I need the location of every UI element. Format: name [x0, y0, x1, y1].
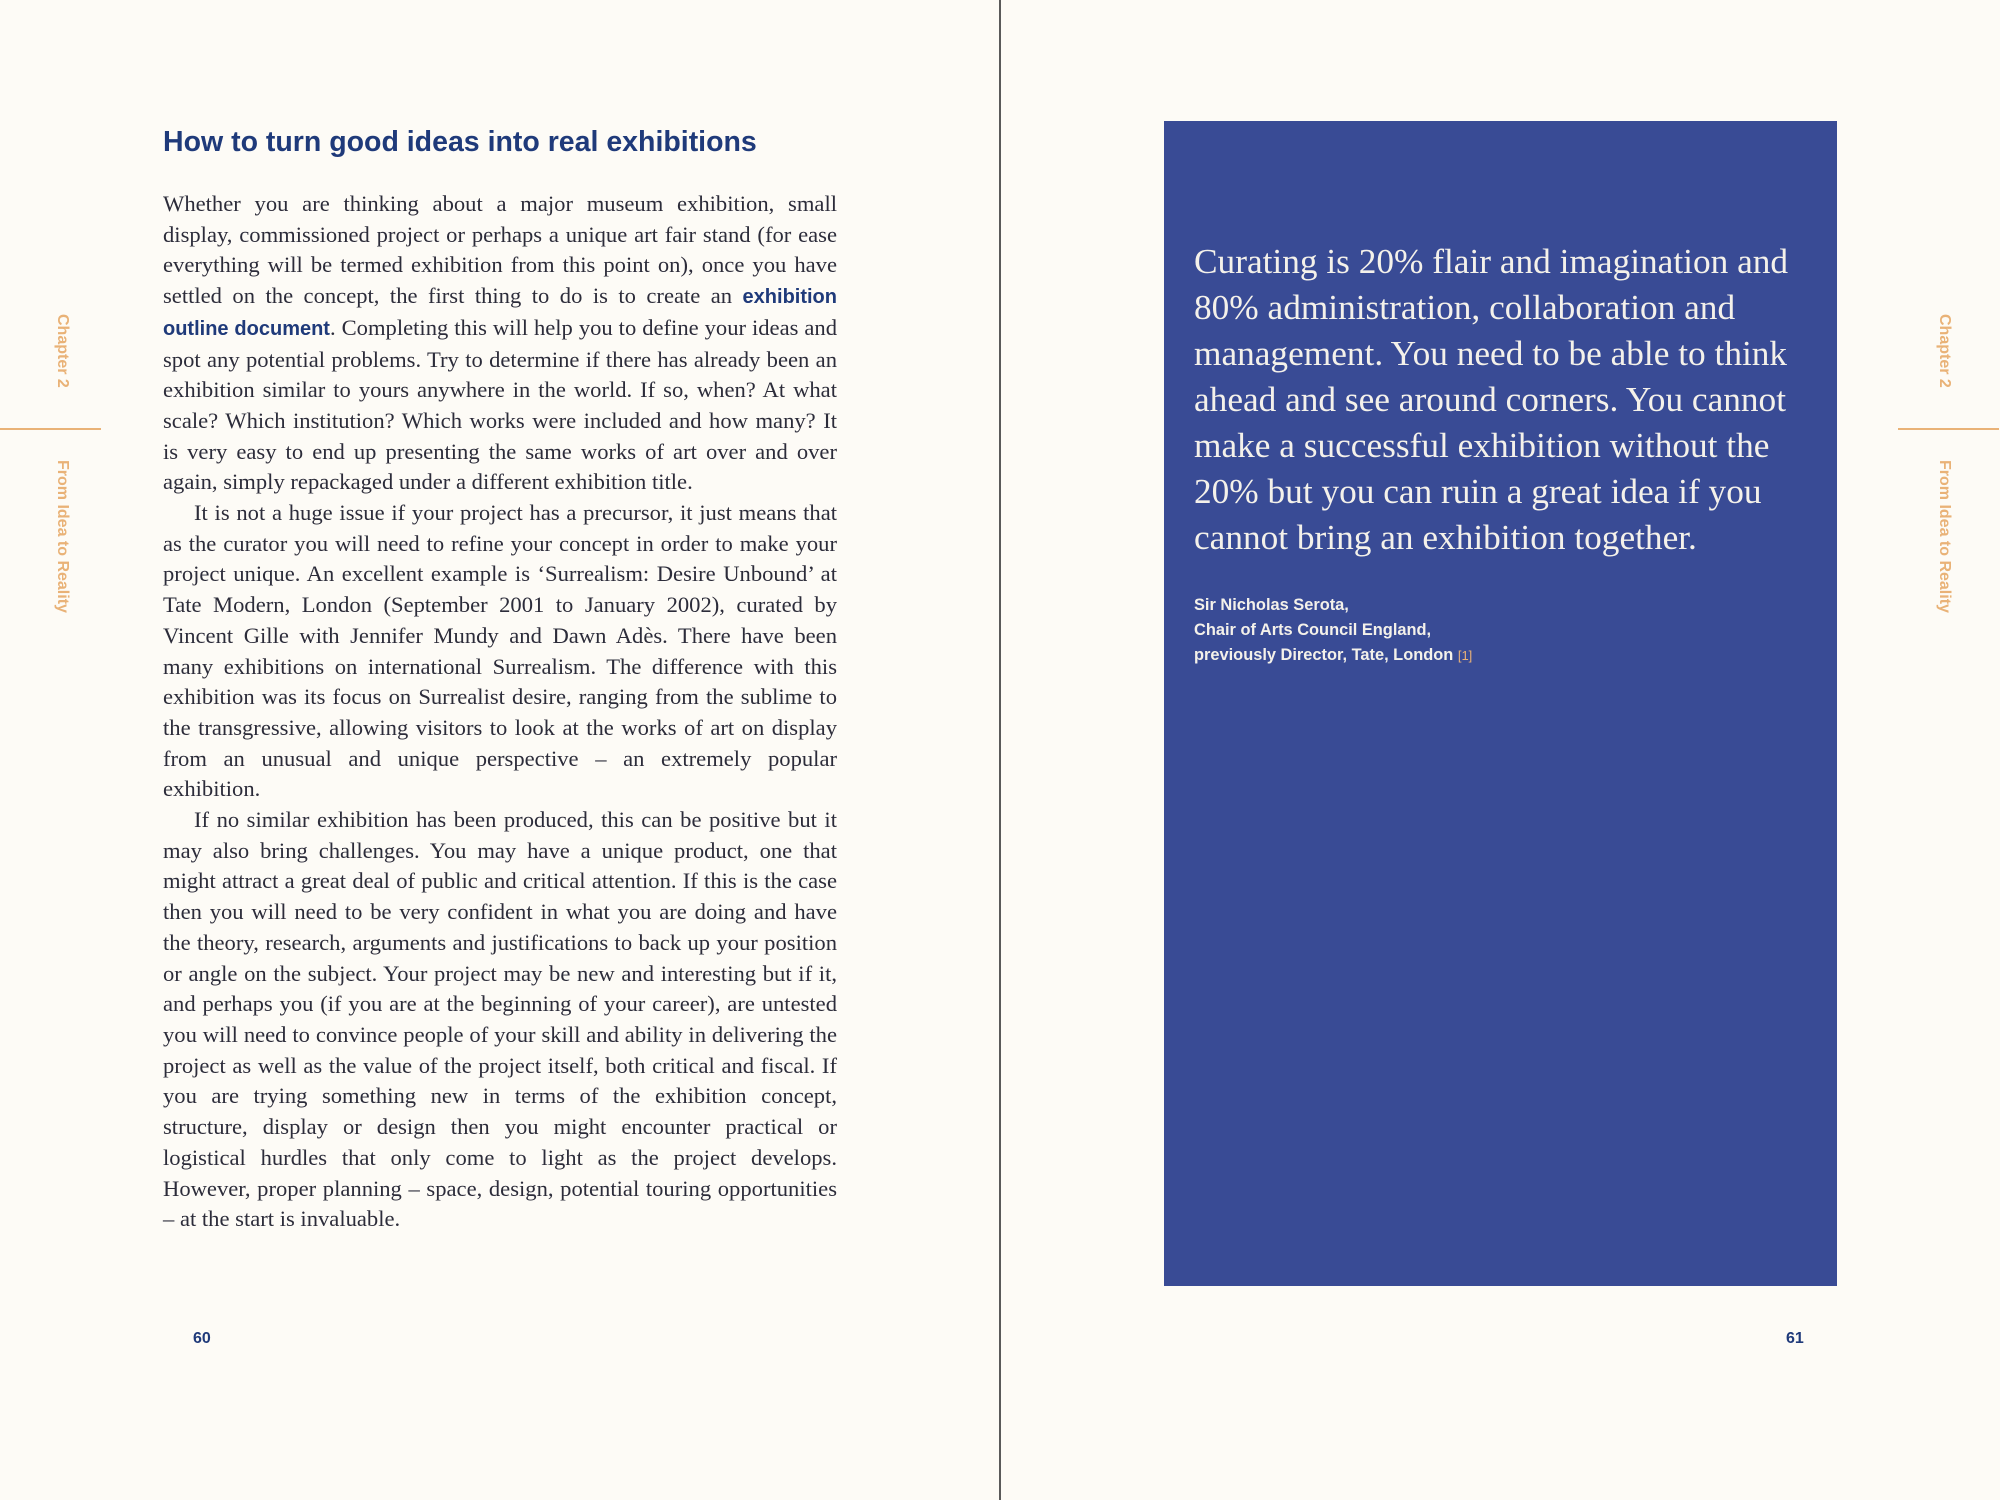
section-label: From Idea to Reality	[1936, 460, 1953, 613]
section-label: From Idea to Reality	[54, 460, 71, 613]
chapter-tab-right	[1898, 300, 1999, 760]
section-heading: How to turn good ideas into real exhibitions	[163, 126, 757, 158]
attribution-role: Chair of Arts Council England,	[1194, 621, 1432, 639]
body-paragraph-2: It is not a huge issue if your project has a precursor, it just means that as the curator you will need to refine your concept in order to make your project unique. An excellent example is ‘Surrealism: Desire Unbound’ at Tate Modern, London (September 2001 to January 2002), curated by Vincent Gille with Jennifer Mundy and Dawn Adès. There have been many exhibitions on international Surrealism. The difference with this exhibition was its focus on Surrealist desire, ranging from the sublime to the transgressive, allowing visitors to look at the works of art on display from an unusual and unique perspective – an extremely popular exhibition.	[163, 500, 837, 802]
chapter-tab-rule	[0, 428, 101, 430]
quote-panel	[1164, 121, 1837, 1286]
attribution-previous-role	[1194, 643, 1794, 668]
body-text	[163, 189, 837, 1235]
page-number-left: 60	[193, 1330, 211, 1347]
chapter-label: Chapter 2	[1936, 314, 1953, 388]
pull-quote: Curating is 20% flair and imagination and 80% administration, collaboration and management. You need to be able to think ahead and see around corners. You cannot make a successful exhibition without the 20% but you can ruin a great idea if you cannot bring an exhibition together.	[1194, 242, 1789, 557]
page-number-right: 61	[1786, 1330, 1804, 1347]
body-paragraph-1	[163, 189, 837, 498]
footnote-ref: [1]	[1457, 648, 1473, 663]
paragraph-1-text-start: Whether you are thinking about a major museum exhibition, small display, commissioned project or perhaps a unique art fair stand (for ease everything will be termed exhibition from this point on), once you have settled on the concept, the first thing to do is to create an	[163, 191, 837, 309]
chapter-tab-rule	[1898, 428, 1999, 430]
body-paragraph-3: If no similar exhibition has been produced, this can be positive but it may also bring challenges. You may have a unique product, one that might attract a great deal of public and critical attention. If this is the case then you will need to be very confident in what you are doing and have the theory, research, arguments and justifications to back up your position or angle on the subject. Your project may be new and interesting but if it, and perhaps you (if you are at the beginning of your career), are untested you will need to convince people of your skill and ability in delivering the project as well as the value of the project itself, both critical and fiscal. If you are trying something new in terms of the exhibition concept, structure, display or design then you might encounter practical or logistical hurdles that only come to light as the project develops. However, proper planning – space, design, potential touring opportunities – at the start is invaluable.	[163, 807, 837, 1232]
book-gutter	[999, 0, 1001, 1500]
paragraph-1-text-end: . Completing this will help you to define your ideas and spot any potential problems. Try to determine if there has already been an exhibition similar to yours anywhere in the world. If so, when? At what scale? Which institution? Which works were included and how many? It is very easy to end up presenting the same works of art over and over again, simply repackaged under a different exhibition title.	[163, 314, 837, 495]
quote-attribution	[1194, 593, 1794, 668]
chapter-label: Chapter 2	[54, 314, 71, 388]
key-term: exhibition outline document	[163, 286, 837, 340]
attribution-previous-role-text: previously Director, Tate, London	[1194, 646, 1454, 664]
chapter-tab-left	[0, 300, 101, 760]
attribution-name: Sir Nicholas Serota,	[1194, 596, 1349, 614]
